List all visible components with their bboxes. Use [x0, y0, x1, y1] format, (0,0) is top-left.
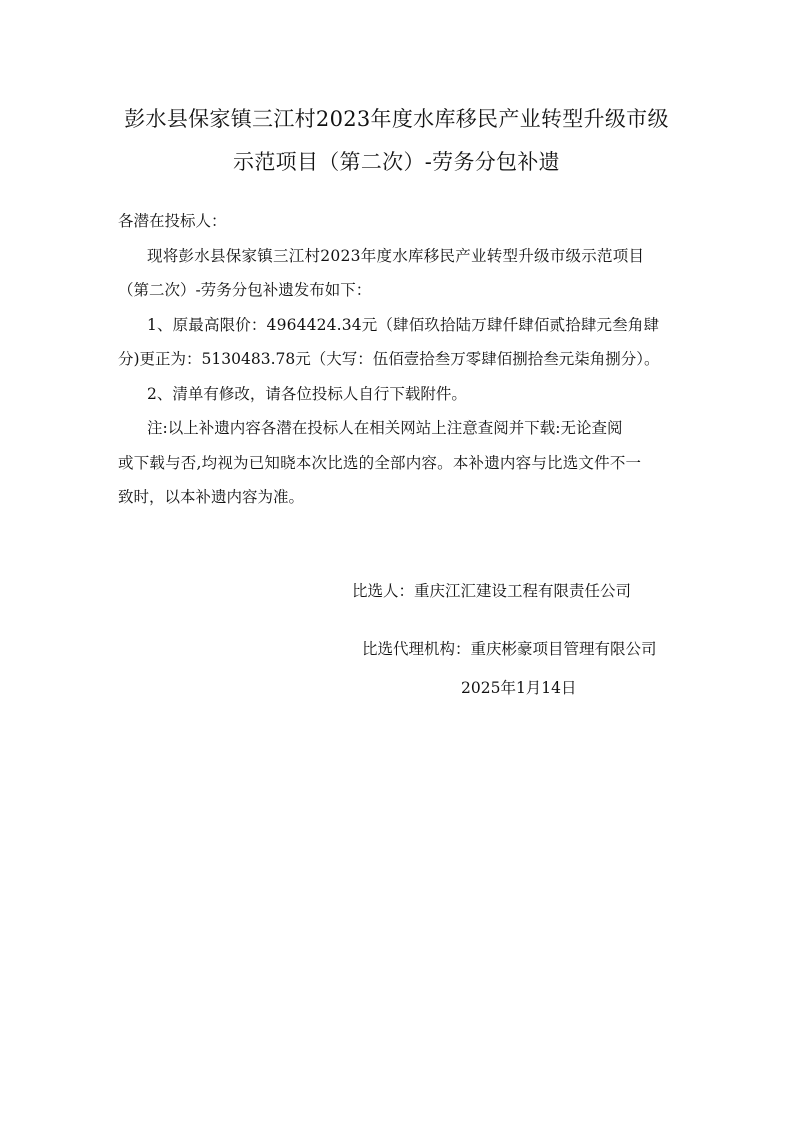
- document-title-line-1: 彭水县保家镇三江村2023年度水库移民产业转型升级市级: [124, 107, 669, 131]
- signer-line: 比选人：重庆江汇建设工程有限责任公司: [352, 582, 632, 600]
- item-2: 2、清单有修改，请各位投标人自行下载附件。: [147, 385, 467, 403]
- intro-paragraph-line-1: 现将彭水县保家镇三江村2023年度水库移民产业转型升级市级示范项目: [147, 247, 645, 265]
- note-line-1: 注:以上补遗内容各潜在投标人在相关网站上注意查阅并下载:无论查阅: [147, 419, 623, 437]
- document-title-line-2: 示范项目（第二次）-劳务分包补遗: [233, 150, 560, 174]
- item-1-line-1: 1、原最高限价：4964424.34元（肆佰玖拾陆万肆仟肆佰贰拾肆元叁角肆: [147, 316, 660, 334]
- note-line-3: 致时，以本补遗内容为准。: [118, 488, 305, 506]
- salutation: 各潜在投标人：: [118, 212, 227, 230]
- intro-paragraph-line-2: （第二次）-劳务分包补遗发布如下：: [118, 281, 372, 299]
- agent-line: 比选代理机构：重庆彬豪项目管理有限公司: [362, 640, 657, 658]
- note-line-2: 或下载与否,均视为已知晓本次比选的全部内容。本补遗内容与比选文件不一: [118, 454, 642, 472]
- date-line: 2025年1月14日: [461, 679, 577, 697]
- item-1-line-2: 分)更正为：5130483.78元（大写：伍佰壹拾叁万零肆佰捌拾叁元柒角捌分）。: [118, 350, 660, 368]
